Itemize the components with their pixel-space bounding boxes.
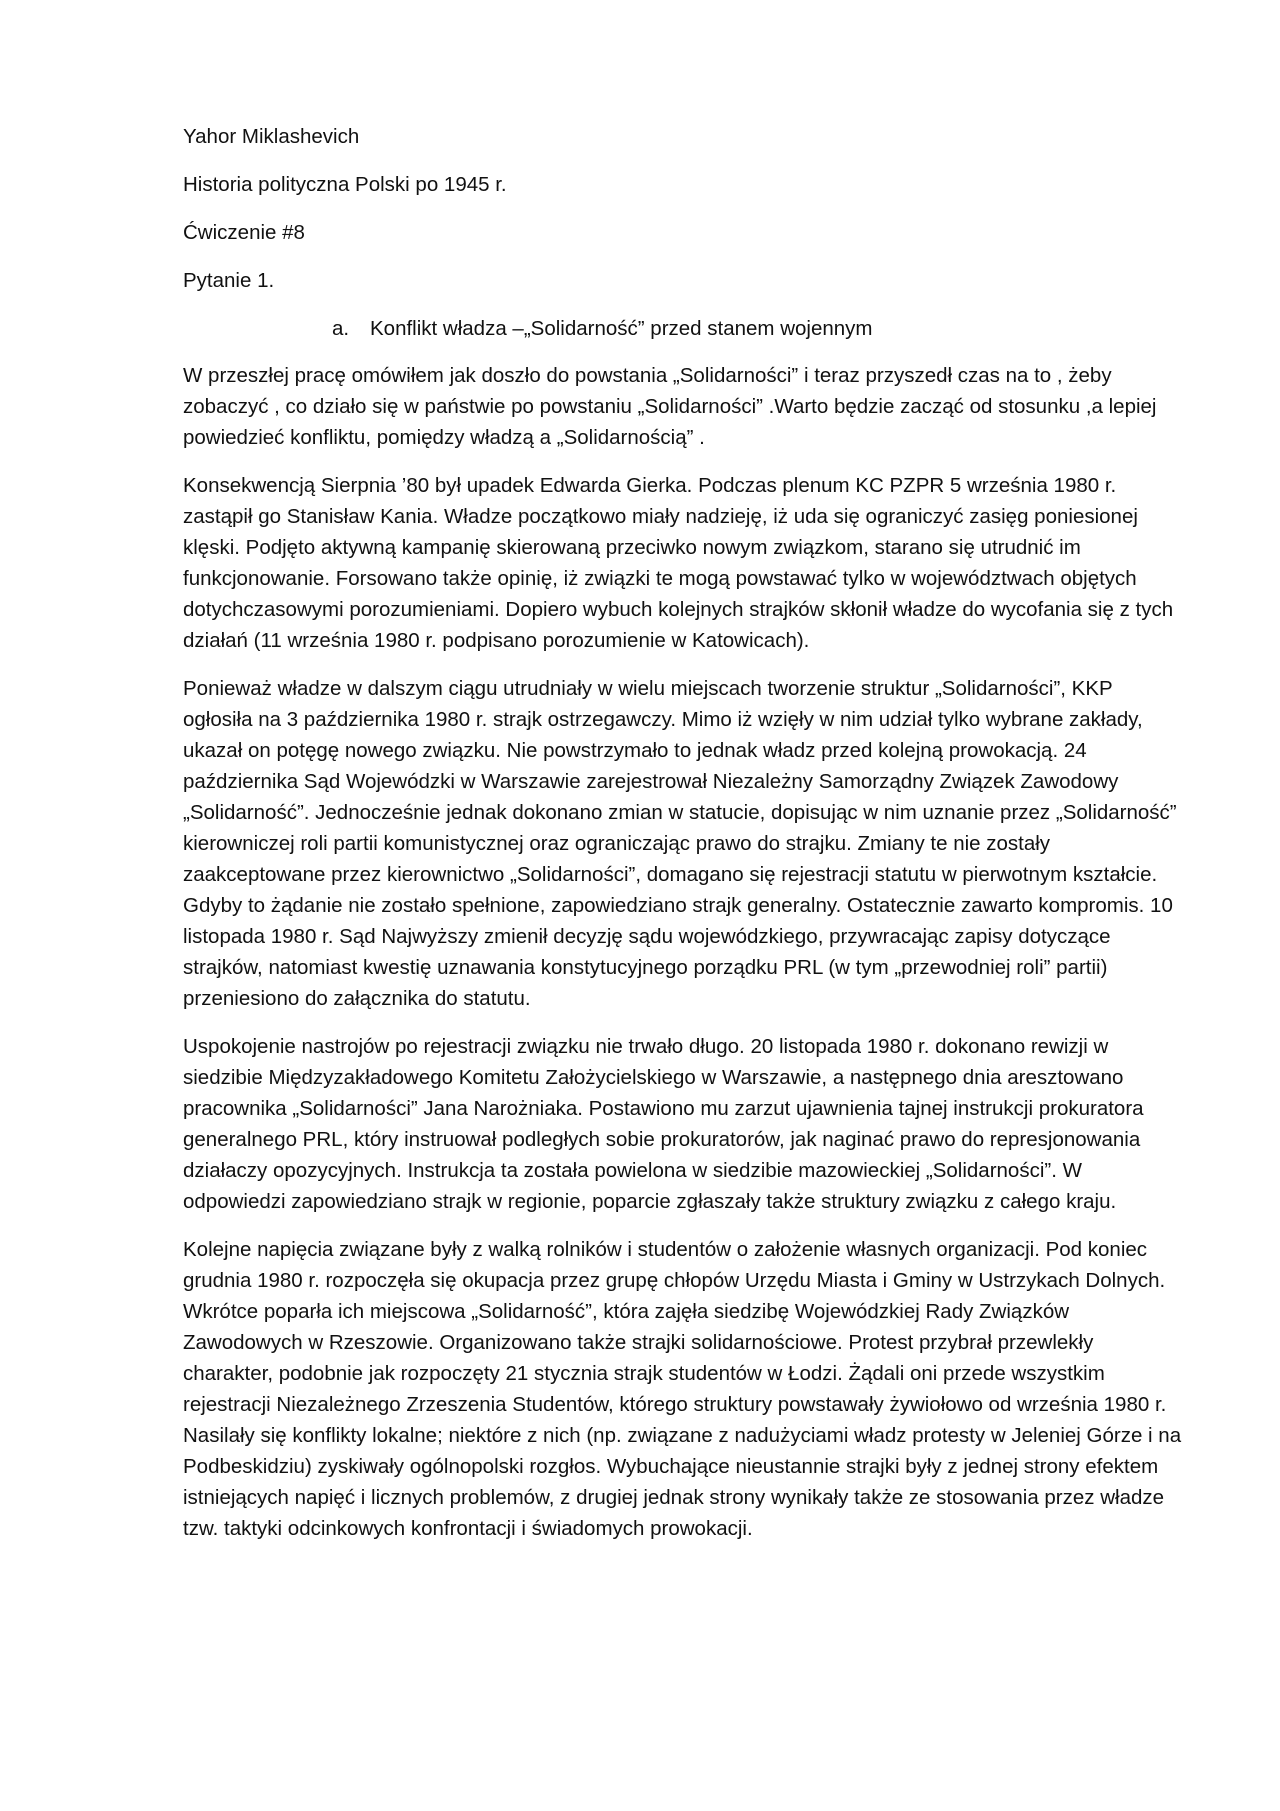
paragraph-intro: W przeszłej pracę omówiłem jak doszło do powstania „Solidarności” i teraz przyszedł czas na to , żeby zobaczyć , co działo się w państwie po powstaniu „Solidarności” .Warto będzie zacząć od stosunku ,a lepiej powiedzieć konfliktu, pomiędzy władzą a „Solidarnością” . [183,364,1157,449]
paragraph-farmers-students: Kolejne napięcia związane były z walką rolników i studentów o założenie własnych organizacji. Pod koniec grudnia 1980 r. rozpoczęła się okupacja przez grupę chłopów Urzędu Miasta i Gminy w Ustrzykach Dolnych. Wkrótce poparła ich miejscowa „Solidarność”, która zajęła siedzibę Wojewódzkiej Rady Związków Zawodowych w Rzeszowie. Organizowano także strajki solidarnościowe. Protest przybrał przewlekły charakter, podobnie jak rozpoczęty 21 stycznia strajk studentów w Łodzi. Żądali oni przede wszystkim rejestracji Niezależnego Zrzeszenia Studentów, którego struktury powstawały żywiołowo od września 1980 r. Nasilały się konflikty lokalne; niektóre z nich (np. związane z nadużyciami władz protesty w Jeleniej Górze i na Podbeskidziu) zyskiwały ogólnopolski rozgłos. Wybuchające nieustannie strajki były z jednej strony efektem istniejących napięć i licznych problemów, z drugiej jednak strony wynikały także ze stosowania przez władze tzw. taktyki odcinkowych konfrontacji i świadomych prowokacji. [183,1238,1182,1540]
paragraph-august-80: Konsekwencją Sierpnia ’80 był upadek Edwarda Gierka. Podczas plenum KC PZPR 5 września 1980 r. zastąpił go Stanisław Kania. Władze początkowo miały nadzieję, iż uda się ograniczyć zasięg poniesionej klęski. Podjęto aktywną kampanię skierowaną przeciwko nowym związkom, starano się utrudnić im funkcjonowanie. Forsowano także opinię, iż związki te mogą powstawać tylko w województwach objętych dotychczasowymi porozumieniami. Dopiero wybuch kolejnych strajków skłonił władze do wycofania się z tych działań (11 września 1980 r. podpisano porozumienie w Katowicach). [183,474,1174,652]
section-marker: a. [332,317,350,340]
author-name: Yahor Miklashevich [183,125,360,148]
exercise-label: Ćwiczenie #8 [183,221,305,244]
paragraph-narozniak: Uspokojenie nastrojów po rejestracji związku nie trwało długo. 20 listopada 1980 r. dokonano rewizji w siedzibie Międzyzakładowego Komitetu Założycielskiego w Warszawie, a następnego dnia aresztowano pracownika „Solidarności” Jana Narożniaka. Postawiono mu zarzut ujawnienia tajnej instrukcji prokuratora generalnego PRL, który instruował podległych sobie prokuratorów, jak naginać prawo do represjonowania działaczy opozycyjnych. Instrukcja ta została powielona w siedzibie mazowieckiej „Solidarności”. W odpowiedzi zapowiedziano strajk w regionie, poparcie zgłaszały także struktury związku z całego kraju. [183,1035,1144,1213]
section-title: Konflikt władza –„Solidarność” przed stanem wojennym [370,317,873,340]
paragraph-registration: Ponieważ władze w dalszym ciągu utrudniały w wielu miejscach tworzenie struktur „Solidarności”, KKP ogłosiła na 3 października 1980 r. strajk ostrzegawczy. Mimo iż wzięły w nim udział tylko wybrane zakłady, ukazał on potęgę nowego związku. Nie powstrzymało to jednak władz przed kolejną prowokacją. 24 października Sąd Wojewódzki w Warszawie zarejestrował Niezależny Samorządny Związek Zawodowy „Solidarność”. Jednocześnie jednak dokonano zmian w statucie, dopisując w nim uznanie przez „Solidarność” kierowniczej roli partii komunistycznej oraz ograniczając prawo do strajku. Zmiany te nie zostały zaakceptowane przez kierownictwo „Solidarności”, domagano się rejestracji statutu w pierwotnym kształcie. Gdyby to żądanie nie zostało spełnione, zapowiedziano strajk generalny. Ostatecznie zawarto kompromis. 10 listopada 1980 r. Sąd Najwyższy zmienił decyzję sądu wojewódzkiego, przywracając zapisy dotyczące strajków, natomiast kwestię uznawania konstytucyjnego porządku PRL (w tym „przewodniej roli” partii) przeniesiono do załącznika do statutu. [183,677,1177,1010]
course-title: Historia polityczna Polski po 1945 r. [183,173,507,196]
document-body [183,121,1183,1561]
question-label: Pytanie 1. [183,269,275,292]
section-heading [183,313,1183,344]
